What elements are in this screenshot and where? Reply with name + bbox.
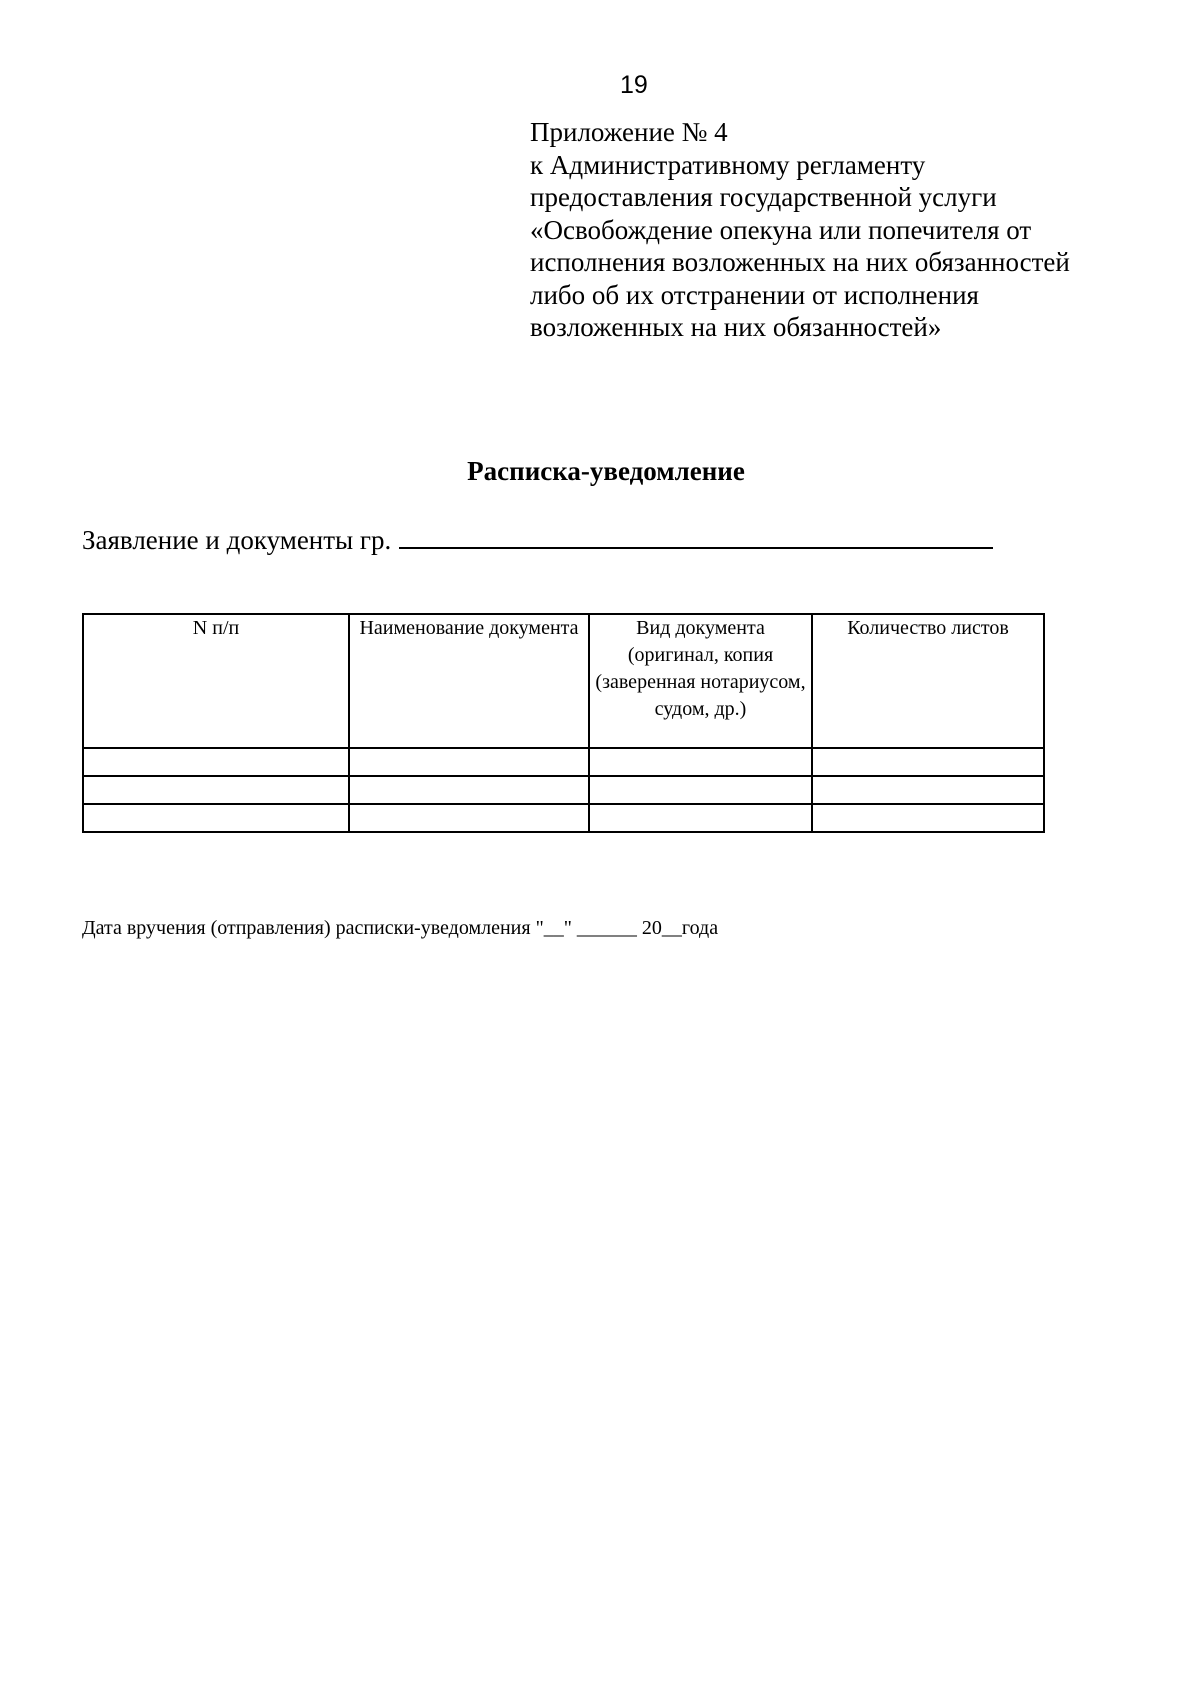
table-row — [83, 748, 1044, 776]
statement-row — [82, 521, 1022, 557]
appendix-line: исполнения возложенных на них обязанностей — [530, 247, 1070, 277]
appendix-reference — [530, 116, 1170, 344]
table-cell — [589, 748, 812, 776]
table-cell — [812, 748, 1044, 776]
table-cell — [83, 776, 349, 804]
table-row — [83, 776, 1044, 804]
table-cell — [589, 776, 812, 804]
citizen-name-blank-line — [399, 521, 993, 549]
appendix-line: либо об их отстранении от исполнения — [530, 279, 979, 310]
table-cell — [349, 804, 589, 832]
appendix-line: предоставления государственной услуги — [530, 182, 997, 212]
table-cell — [812, 776, 1044, 804]
column-header-number: N п/п — [83, 614, 349, 748]
column-header-sheet-count: Количество листов — [812, 614, 1044, 748]
table-row — [83, 804, 1044, 832]
appendix-line: возложенных на них обязанностей» — [530, 312, 942, 342]
appendix-line: Приложение № 4 — [530, 117, 728, 147]
statement-label: Заявление и документы гр. — [82, 525, 392, 555]
document-title: Расписка-уведомление — [467, 456, 745, 486]
table-cell — [349, 748, 589, 776]
documents-table — [82, 613, 1045, 833]
column-header-document-name: Наименование документа — [349, 614, 589, 748]
table-cell — [349, 776, 589, 804]
appendix-line: «Освобождение опекуна или попечителя от — [530, 214, 1032, 245]
delivery-date-line: Дата вручения (отправления) расписки-уведомления "__" ______ 20__года — [82, 917, 719, 939]
table-cell — [83, 804, 349, 832]
appendix-line: к Административному регламенту — [530, 149, 926, 180]
table-header-row — [83, 614, 1044, 748]
column-header-document-type: Вид документа (оригинал, копия (заверенная нотариусом, судом, др.) — [589, 614, 812, 748]
page-number: 19 — [620, 71, 648, 99]
table-cell — [812, 804, 1044, 832]
table-cell — [83, 748, 349, 776]
table-cell — [589, 804, 812, 832]
